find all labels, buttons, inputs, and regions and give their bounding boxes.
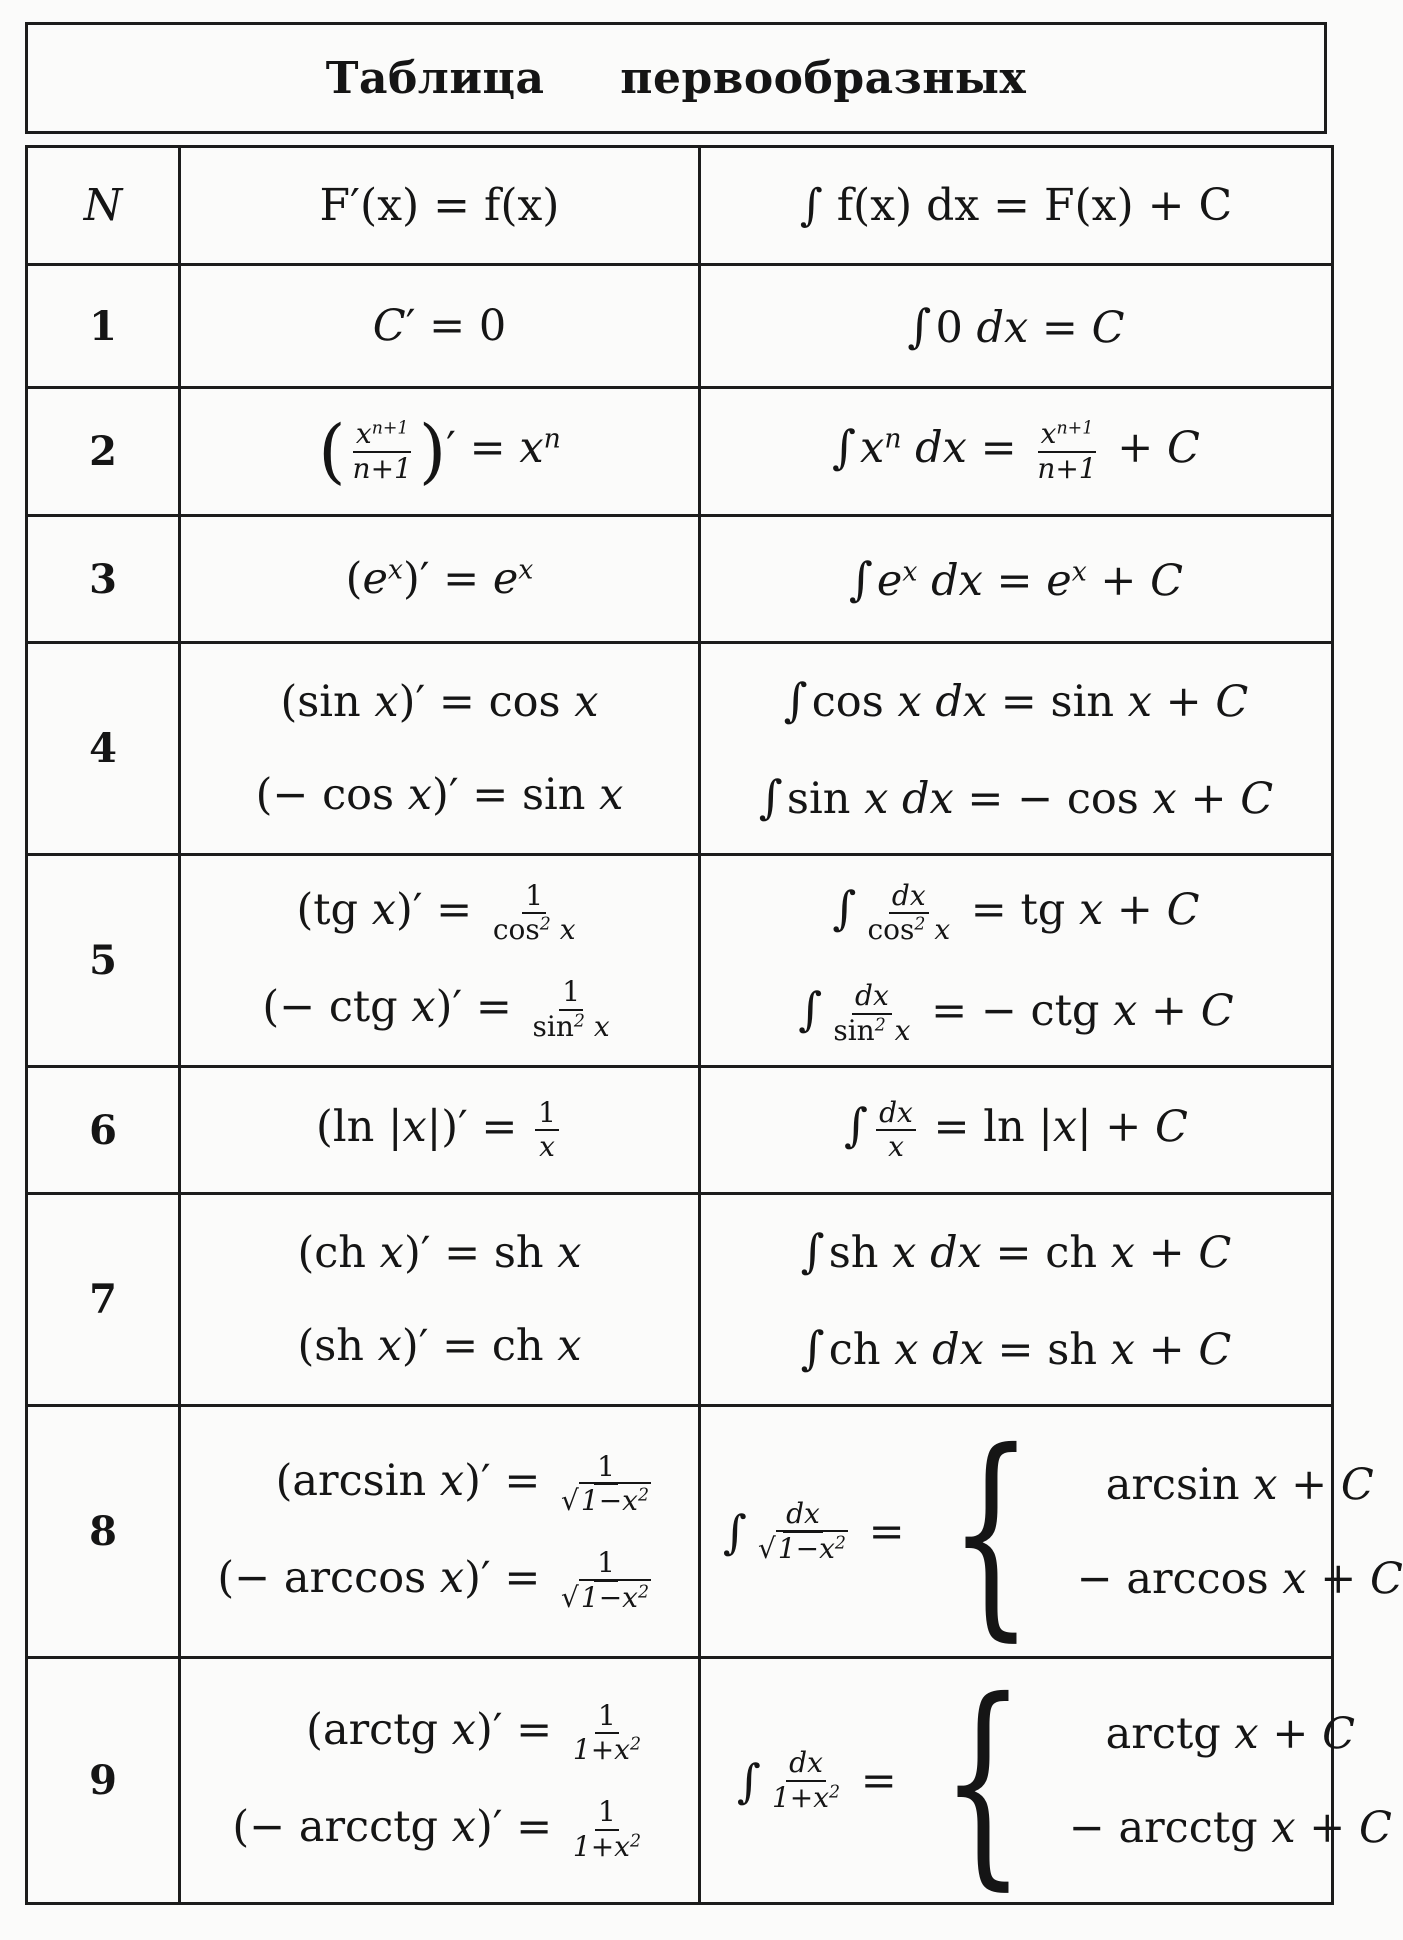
integral-formula: ∫sh x dx = ch x + C ∫ch x dx = sh x + C [700, 1194, 1333, 1406]
table-row [27, 1406, 1333, 1658]
row-number: 8 [27, 1406, 180, 1658]
derivative-formula: (tg x)′ = $\frac{1}{\cos^2 x}$ (− ctg x)′ = $\frac{1}{\sin^2 x}$ [180, 855, 700, 1067]
table-row [27, 1658, 1333, 1904]
derivative-formula: (sin x)′ = cos x (− cos x)′ = sin x [180, 643, 700, 855]
integral-formula: $\int e^x$ dx = $e^x + C$ [700, 516, 1333, 643]
integral-formula: ∫ $\frac{dx}{√1-x^2}$ = { arcsin x + C − arccos x + C [700, 1406, 1333, 1658]
table-row [27, 516, 1333, 643]
integral-formula: ∫ $\frac{dx}{\cos^2 x}$ = tg x + C ∫ $\frac{dx}{\sin^2 x}$ = − ctg x + C [700, 855, 1333, 1067]
derivative-formula: (arctg x)′ = $\frac{1}{1+x^2}$ (− arcctg x)′ = $\frac{1}{1+x^2}$ [180, 1658, 700, 1904]
row-number: 7 [27, 1194, 180, 1406]
row-number: 9 [27, 1658, 180, 1904]
derivative-formula: (arcsin x)′ = $\frac{1}{√1-x^2}$ (− arccos x)′ = $\frac{1}{√1-x^2}$ [180, 1406, 700, 1658]
derivative-formula: ( $\frac{x^{n+1}}{n+1}$ )′ = $x^n$ [180, 388, 700, 516]
integral-formula: ∫0 dx = C [700, 265, 1333, 388]
antiderivative-table [25, 145, 1403, 1909]
header-integral: ∫ f(x) dx = F(x) + C [700, 147, 1333, 265]
table-row [27, 388, 1333, 516]
table-row [27, 1194, 1333, 1406]
header-row [27, 147, 1333, 265]
integral-formula: ∫ $\frac{dx}{1+x^2}$ = { arctg x + C − arcctg x + C [700, 1658, 1333, 1904]
row-number: 6 [27, 1067, 180, 1194]
table-row [27, 265, 1333, 388]
integral-formula: ∫ $\frac{dx}{x}$ = ln |x| + C [700, 1067, 1333, 1194]
table-row [27, 643, 1333, 855]
row-number: 3 [27, 516, 180, 643]
row-number: 1 [27, 265, 180, 388]
integral-formula: $\int x^n$ dx = $\frac{x^{n+1}}{n+1}$ + C [700, 388, 1333, 516]
row-number: 2 [27, 388, 180, 516]
header-n: N [27, 147, 180, 265]
table-row [27, 855, 1333, 1067]
derivative-formula: $(e^x)' = e^x$ [180, 516, 700, 643]
derivative-formula: C′ = 0 [180, 265, 700, 388]
row-number: 5 [27, 855, 180, 1067]
table-title [25, 22, 1327, 134]
table-row [27, 1067, 1333, 1194]
derivative-formula: (ln |x|)′ = $\frac{1}{x}$ [180, 1067, 700, 1194]
integral-formula: ∫cos x dx = sin x + C ∫sin x dx = − cos x + C [700, 643, 1333, 855]
derivative-formula: (ch x)′ = sh x (sh x)′ = ch x [180, 1194, 700, 1406]
title-text: Таблица первообразных [325, 52, 1027, 104]
row-number: 4 [27, 643, 180, 855]
header-derivative: F′(x) = f(x) [180, 147, 700, 265]
